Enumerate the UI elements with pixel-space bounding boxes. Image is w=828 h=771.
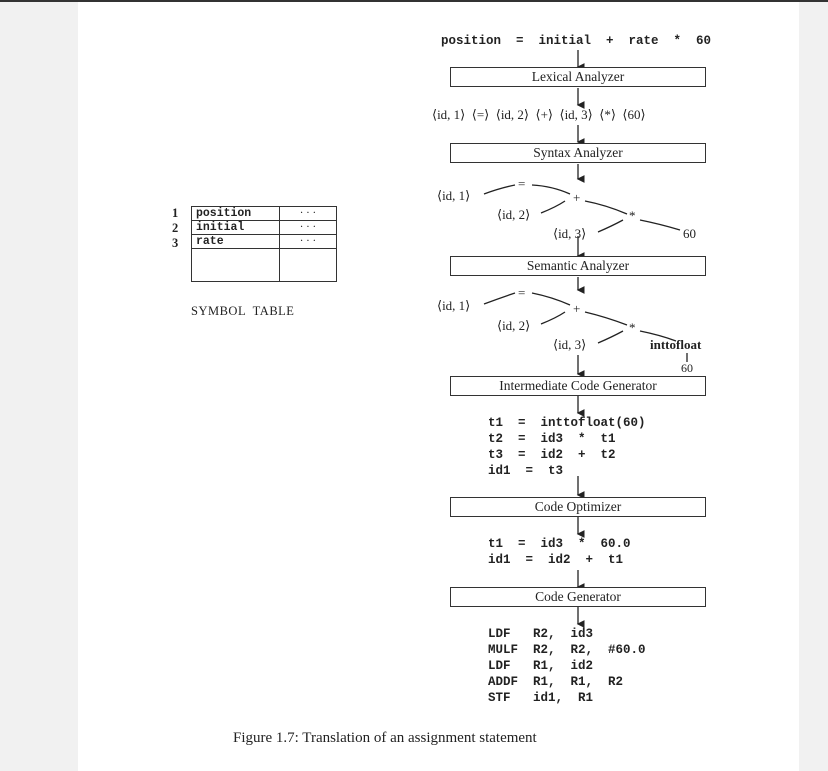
semantic-tree-id3: ⟨id, 3⟩ (553, 337, 587, 352)
symbol-row (192, 235, 337, 249)
intermediate-code-generator-box: Intermediate Code Generator (450, 376, 706, 396)
semantic-tree-plus: + (573, 301, 581, 316)
target-code-line: MULF R2, R2, #60.0 (488, 643, 646, 657)
token: ⟨id, 2⟩ (495, 107, 530, 122)
symbol-row-number: 1 (172, 206, 179, 220)
token: ⟨*⟩ (599, 107, 616, 122)
target-code-line: LDF R2, id3 (488, 627, 594, 641)
symbol-attrs: · · · (280, 235, 337, 249)
syntax-edge-id3 (598, 220, 623, 232)
code-generator-box: Code Generator (450, 587, 706, 607)
symbol-row (192, 221, 337, 235)
target-code-line: ADDF R1, R1, R2 (488, 675, 624, 689)
syntax-tree-times: * (629, 208, 636, 223)
syntax-tree-id3: ⟨id, 3⟩ (553, 226, 587, 241)
semantic-edge-id2 (541, 312, 565, 324)
token: ⟨+⟩ (535, 107, 553, 122)
semantic-edge-id3 (598, 331, 623, 343)
symbol-row-number: 2 (172, 221, 179, 235)
syntax-edge-plus (532, 185, 570, 194)
code-optimizer-box: Code Optimizer (450, 497, 706, 517)
optimized-code-line: id1 = id2 + t1 (488, 553, 624, 567)
syntax-edge-id2 (541, 201, 565, 213)
lexical-analyzer-box: Lexical Analyzer (450, 67, 706, 87)
token: ⟨id, 3⟩ (559, 107, 593, 122)
symbol-row-number: 3 (172, 236, 179, 250)
symbol-row-empty (192, 249, 337, 282)
semantic-tree-assign: = (518, 285, 526, 300)
symbol-attrs-empty (280, 249, 337, 282)
optimized-code-line: t1 = id3 * 60.0 (488, 537, 631, 551)
intermediate-code-line: t1 = inttofloat(60) (488, 416, 646, 430)
symbol-name-empty (192, 249, 280, 282)
symbol-name: position (192, 207, 280, 221)
syntax-tree-assign: = (518, 176, 526, 191)
semantic-edge-id1 (484, 293, 515, 304)
token: ⟨=⟩ (471, 107, 490, 122)
semantic-tree-id2: ⟨id, 2⟩ (497, 318, 531, 333)
source-statement: position = initial + rate * 60 (441, 34, 712, 48)
symbol-row (192, 207, 337, 221)
syntax-tree-num: 60 (683, 226, 696, 241)
target-code-line: STF id1, R1 (488, 691, 594, 705)
syntax-edge-num (640, 220, 680, 230)
semantic-tree-id1: ⟨id, 1⟩ (437, 298, 471, 313)
semantic-tree-num: 60 (681, 361, 693, 375)
figure-caption: Figure 1.7: Translation of an assignment statement (233, 730, 537, 746)
token: ⟨id, 1⟩ (432, 107, 466, 122)
symbol-attrs: · · · (280, 221, 337, 235)
syntax-edge-id1 (484, 185, 515, 194)
syntax-tree-plus: + (573, 190, 581, 205)
symbol-name: initial (192, 221, 280, 235)
semantic-edge-plus (532, 293, 570, 305)
semantic-analyzer-box: Semantic Analyzer (450, 256, 706, 276)
intermediate-code-line: t2 = id3 * t1 (488, 432, 616, 446)
symbol-attrs: · · · (280, 207, 337, 221)
symbol-table (191, 206, 337, 282)
symbol-name: rate (192, 235, 280, 249)
intermediate-code-line: t3 = id2 + t2 (488, 448, 616, 462)
token-stream (432, 107, 646, 123)
target-code-line: LDF R1, id2 (488, 659, 594, 673)
symbol-table-caption: SYMBOL TABLE (191, 304, 295, 318)
intermediate-code-line: id1 = t3 (488, 464, 564, 478)
semantic-tree-conv: inttofloat (650, 337, 702, 352)
semantic-tree-times: * (629, 320, 636, 335)
token: ⟨60⟩ (622, 107, 646, 122)
syntax-tree-id1: ⟨id, 1⟩ (437, 188, 471, 203)
syntax-analyzer-box: Syntax Analyzer (450, 143, 706, 163)
syntax-tree-id2: ⟨id, 2⟩ (497, 207, 531, 222)
semantic-edge-times (585, 312, 627, 325)
syntax-edge-times (585, 201, 627, 214)
